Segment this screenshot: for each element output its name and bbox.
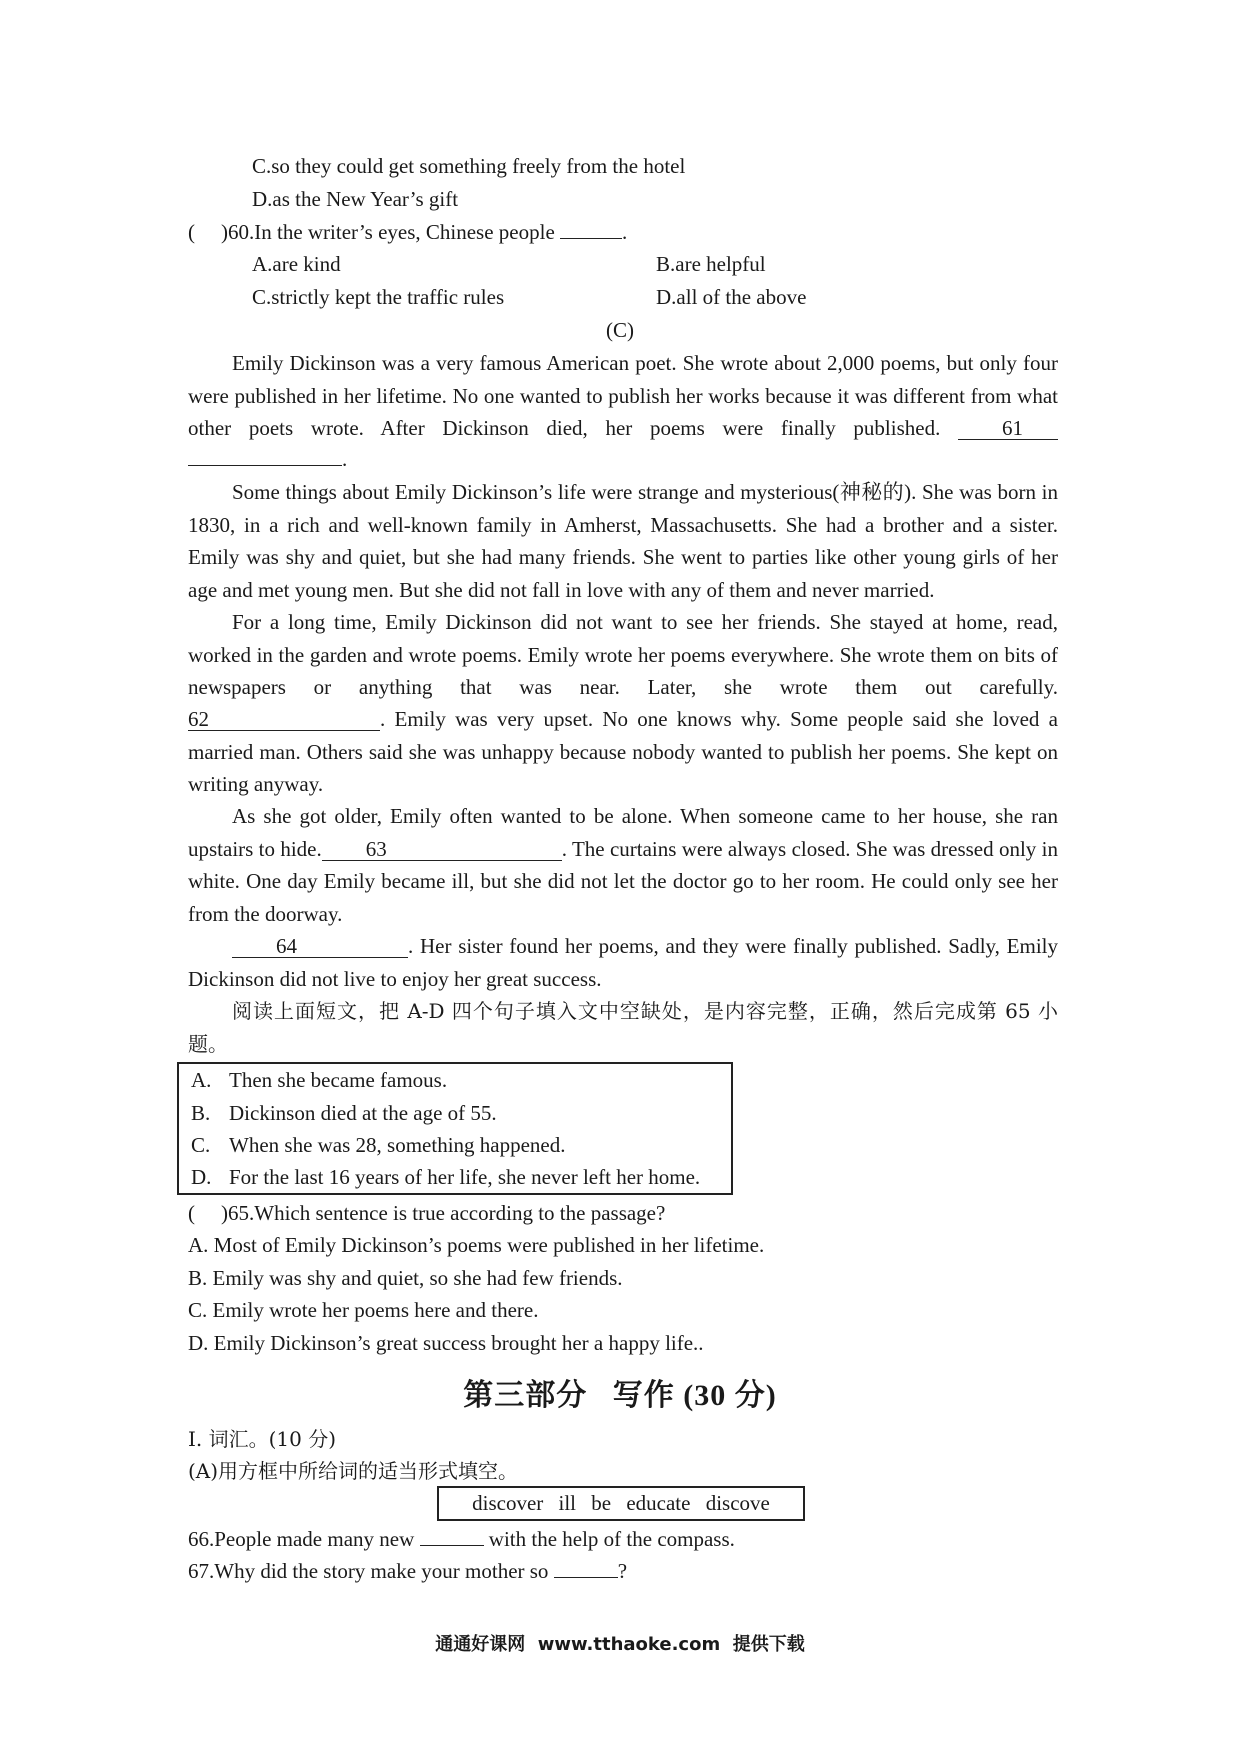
q60-stem: )60.In the writer’s eyes, Chinese people xyxy=(221,220,555,244)
q66-answer-blank[interactable] xyxy=(420,1545,484,1546)
q59-option-d: D.as the New Year’s gift xyxy=(252,187,459,211)
q60-option-d: D.all of the above xyxy=(656,285,807,309)
q60-stem-line xyxy=(188,217,627,247)
p1-end-period: . xyxy=(342,447,348,471)
q67-before: 67.Why did the story make your mother so xyxy=(188,1559,549,1583)
sentence-text: Then she became famous. xyxy=(229,1068,448,1092)
q65-stem-line xyxy=(188,1198,665,1228)
sentence-option-b xyxy=(191,1098,497,1128)
sentence-option-a xyxy=(191,1065,447,1095)
q65-option-c: C. Emily wrote her poems here and there. xyxy=(188,1298,539,1322)
footer-download-credit: 通通好课网 www.tthaoke.com 提供下载 xyxy=(435,1634,805,1655)
passage-p5-after: . Her sister found her poems, and they were finally published. Sadly, Emily Dickinson did not live to enjoy her great success. xyxy=(188,934,1058,991)
q60-option-c: C.strictly kept the traffic rules xyxy=(252,285,505,309)
passage-paragraph-3-cont xyxy=(188,703,1058,801)
q66-before: 66.People made many new xyxy=(188,1527,415,1551)
sentence-text: Dickinson died at the age of 55. xyxy=(229,1101,497,1125)
q67-after: ? xyxy=(617,1559,628,1583)
sentence-text: When she was 28, something happened. xyxy=(229,1133,566,1157)
vocab-subheading-a: (A)用方框中所给词的适当形式填空。 xyxy=(188,1459,519,1483)
q67-answer-blank[interactable] xyxy=(554,1577,618,1578)
passage-p4-after: . The curtains were always closed. She was dressed only in white. One day Emily became ill, but she did not let the doctor go to her room. He could only see her from the doorway. xyxy=(188,836,1058,926)
passage-paragraph-5 xyxy=(188,930,1058,995)
sentence-option-d xyxy=(191,1162,700,1192)
q65-option-d: D. Emily Dickinson’s great success brought her a happy life.. xyxy=(188,1331,704,1355)
passage-p4-before: As she got older, Emily often wanted to be alone. When someone came to her house, she ran upstairs to hide. xyxy=(188,804,1058,861)
q60-stem-end: . xyxy=(622,220,628,244)
sentence-options-box xyxy=(177,1062,733,1195)
blank-63[interactable]: 63 xyxy=(322,838,562,861)
q66-line xyxy=(188,1524,735,1554)
sentence-letter: B. xyxy=(191,1101,211,1125)
q60-answer-blank[interactable] xyxy=(560,238,622,239)
q60-option-b: B.are helpful xyxy=(656,252,766,276)
sentence-letter: D. xyxy=(191,1165,212,1189)
q59-option-c: C.so they could get something freely from the hotel xyxy=(252,154,686,178)
passage-p3-after: . Emily was very upset. No one knows why. Some people said she loved a married man. Others said she was unhappy because nobody wanted to publish her poems. She kept on writing anyway. xyxy=(188,707,1058,796)
blank-61-line[interactable] xyxy=(188,465,342,466)
word-box: discover ill be educate discove xyxy=(437,1486,805,1521)
answer-paren: ( xyxy=(188,220,195,244)
section-c-label: (C) xyxy=(606,318,634,342)
sentence-option-c xyxy=(191,1130,566,1160)
blank-61[interactable]: 61 xyxy=(958,417,1058,440)
blank-64[interactable]: 64 xyxy=(232,935,408,958)
sentence-letter: A. xyxy=(191,1068,212,1092)
vocab-heading: Ⅰ. 词汇。(10 分) xyxy=(188,1427,337,1451)
passage-paragraph-4 xyxy=(188,800,1058,930)
q65-stem: )65.Which sentence is true according to the passage? xyxy=(221,1201,666,1225)
blank-62[interactable]: 62 xyxy=(188,708,380,731)
sentence-letter: C. xyxy=(191,1133,211,1157)
passage-paragraph-2: Some things about Emily Dickinson’s life were strange and mysterious(神秘的). She was born in 1830, in a rich and well-known family in Amherst, Massachusetts. She had a brother and a sister. Emily was shy and quiet, but she had many friends. She went to parties like other young girls of her age and met young men. But she did not fall in love with any of them and never married. xyxy=(188,480,1058,602)
sentence-text: For the last 16 years of her life, she never left her home. xyxy=(229,1165,701,1189)
q60-option-a: A.are kind xyxy=(252,252,341,276)
answer-paren: ( xyxy=(188,1201,195,1225)
part-3-heading: 第三部分 写作 (30 分) xyxy=(463,1379,777,1412)
q65-option-a: A. Most of Emily Dickinson’s poems were published in her lifetime. xyxy=(188,1233,765,1257)
passage-paragraph-1 xyxy=(188,347,1058,445)
instruction-text: 阅读上面短文，把 A-D 四个句子填入文中空缺处，是内容完整，正确，然后完成第 65 小题。 xyxy=(188,999,1058,1056)
passage-paragraph-3: For a long time, Emily Dickinson did not want to see her friends. She stayed at home, read, worked in the garden and wrote poems. Emily wrote her poems everywhere. She wrote them on bits of newspapers or anything that was near. Later, she wrote them out carefully. xyxy=(188,610,1058,699)
blank-61-continuation xyxy=(188,444,347,474)
q65-option-b: B. Emily was shy and quiet, so she had few friends. xyxy=(188,1266,623,1290)
passage-p1-text: Emily Dickinson was a very famous American poet. She wrote about 2,000 poems, but only four were published in her lifetime. No one wanted to publish her works because it was different from what other poets wrote. After Dickinson died, her poems were finally published. xyxy=(188,351,1058,440)
q66-after: with the help of the compass. xyxy=(488,1527,735,1551)
q67-line xyxy=(188,1556,627,1586)
